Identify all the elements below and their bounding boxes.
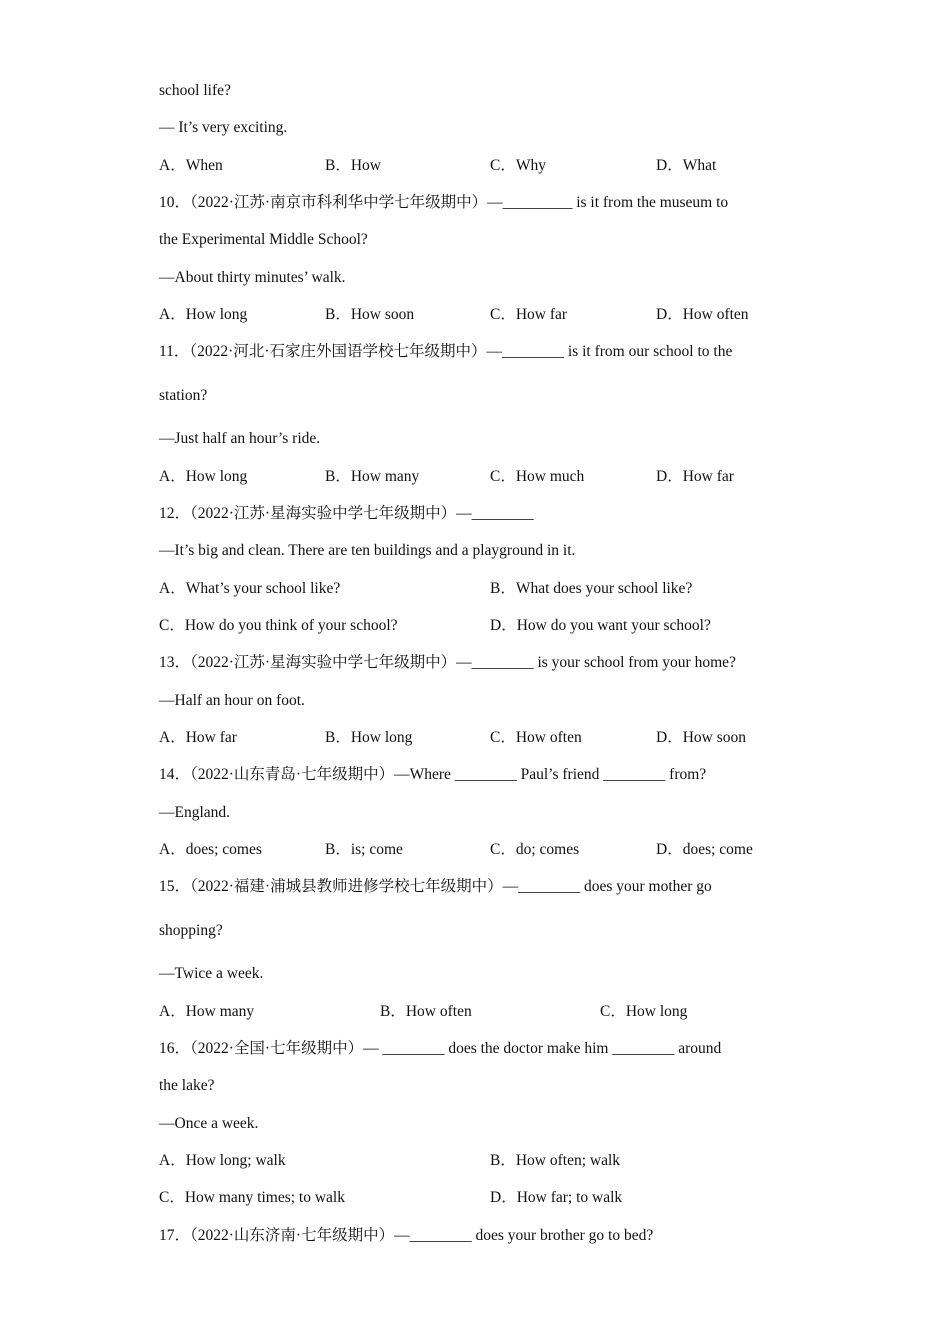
question-14-answer: —England. <box>159 804 231 821</box>
q13-option-a: A．How far <box>159 729 237 746</box>
q16-option-d: D．How far; to walk <box>490 1189 623 1206</box>
question-15-stem: 15．（2022·福建·浦城县教师进修学校七年级期中）—________ does your mother go <box>159 878 712 895</box>
question-14-stem: 14．（2022·山东青岛·七年级期中）—Where ________ Paul’s friend ________ from? <box>159 766 707 783</box>
q11-option-c: C．How much <box>490 468 585 485</box>
question-9-stem-end: school life? <box>159 82 231 99</box>
question-10-stem: 10．（2022·江苏·南京市科利华中学七年级期中）—_________ is it from the museum to <box>159 194 729 211</box>
q10-option-a: A．How long <box>159 306 248 323</box>
q9-option-a: A．When <box>159 157 223 174</box>
q10-option-c: C．How far <box>490 306 568 323</box>
question-16-stem: 16．（2022·全国·七年级期中）— ________ does the doctor make him ________ around <box>159 1040 722 1057</box>
question-10-answer: —About thirty minutes’ walk. <box>159 269 346 286</box>
question-15-stem-cont: shopping? <box>159 922 223 939</box>
q15-option-c: C．How long <box>600 1003 688 1020</box>
question-13-stem: 13．（2022·江苏·星海实验中学七年级期中）—________ is your school from your home? <box>159 654 736 671</box>
q11-option-d: D．How far <box>656 468 734 485</box>
question-11-answer: —Just half an hour’s ride. <box>159 430 321 447</box>
q14-option-d: D．does; come <box>656 841 753 858</box>
q11-option-a: A．How long <box>159 468 248 485</box>
question-17-stem: 17．（2022·山东济南·七年级期中）—________ does your brother go to bed? <box>159 1227 654 1244</box>
q11-option-b: B．How many <box>325 468 420 485</box>
q9-option-d: D．What <box>656 157 717 174</box>
question-11-stem-cont: station? <box>159 387 208 404</box>
q15-option-a: A．How many <box>159 1003 255 1020</box>
q12-option-d: D．How do you want your school? <box>490 617 711 634</box>
question-11-stem: 11．（2022·河北·石家庄外国语学校七年级期中）—________ is it from our school to the <box>159 343 733 360</box>
question-12-answer: —It’s big and clean. There are ten buildings and a playground in it. <box>159 542 576 559</box>
question-10-stem-cont: the Experimental Middle School? <box>159 231 368 248</box>
q10-option-b: B．How soon <box>325 306 415 323</box>
q14-option-b: B．is; come <box>325 841 403 858</box>
question-12-stem: 12．（2022·江苏·星海实验中学七年级期中）—________ <box>159 505 534 522</box>
question-16-answer: —Once a week. <box>159 1115 259 1132</box>
q16-option-c: C．How many times; to walk <box>159 1189 345 1206</box>
q10-option-d: D．How often <box>656 306 749 323</box>
question-15-answer: —Twice a week. <box>159 965 264 982</box>
q13-option-c: C．How often <box>490 729 582 746</box>
q12-option-a: A．What’s your school like? <box>159 580 341 597</box>
q15-option-b: B．How often <box>380 1003 472 1020</box>
question-9-answer: — It’s very exciting. <box>159 119 288 136</box>
q16-option-a: A．How long; walk <box>159 1152 286 1169</box>
question-13-answer: —Half an hour on foot. <box>159 692 305 709</box>
q12-option-c: C．How do you think of your school? <box>159 617 398 634</box>
q9-option-c: C．Why <box>490 157 546 174</box>
q14-option-c: C．do; comes <box>490 841 580 858</box>
q13-option-d: D．How soon <box>656 729 746 746</box>
q9-option-b: B．How <box>325 157 381 174</box>
q14-option-a: A．does; comes <box>159 841 262 858</box>
q16-option-b: B．How often; walk <box>490 1152 621 1169</box>
question-16-stem-cont: the lake? <box>159 1077 215 1094</box>
q13-option-b: B．How long <box>325 729 413 746</box>
q12-option-b: B．What does your school like? <box>490 580 693 597</box>
